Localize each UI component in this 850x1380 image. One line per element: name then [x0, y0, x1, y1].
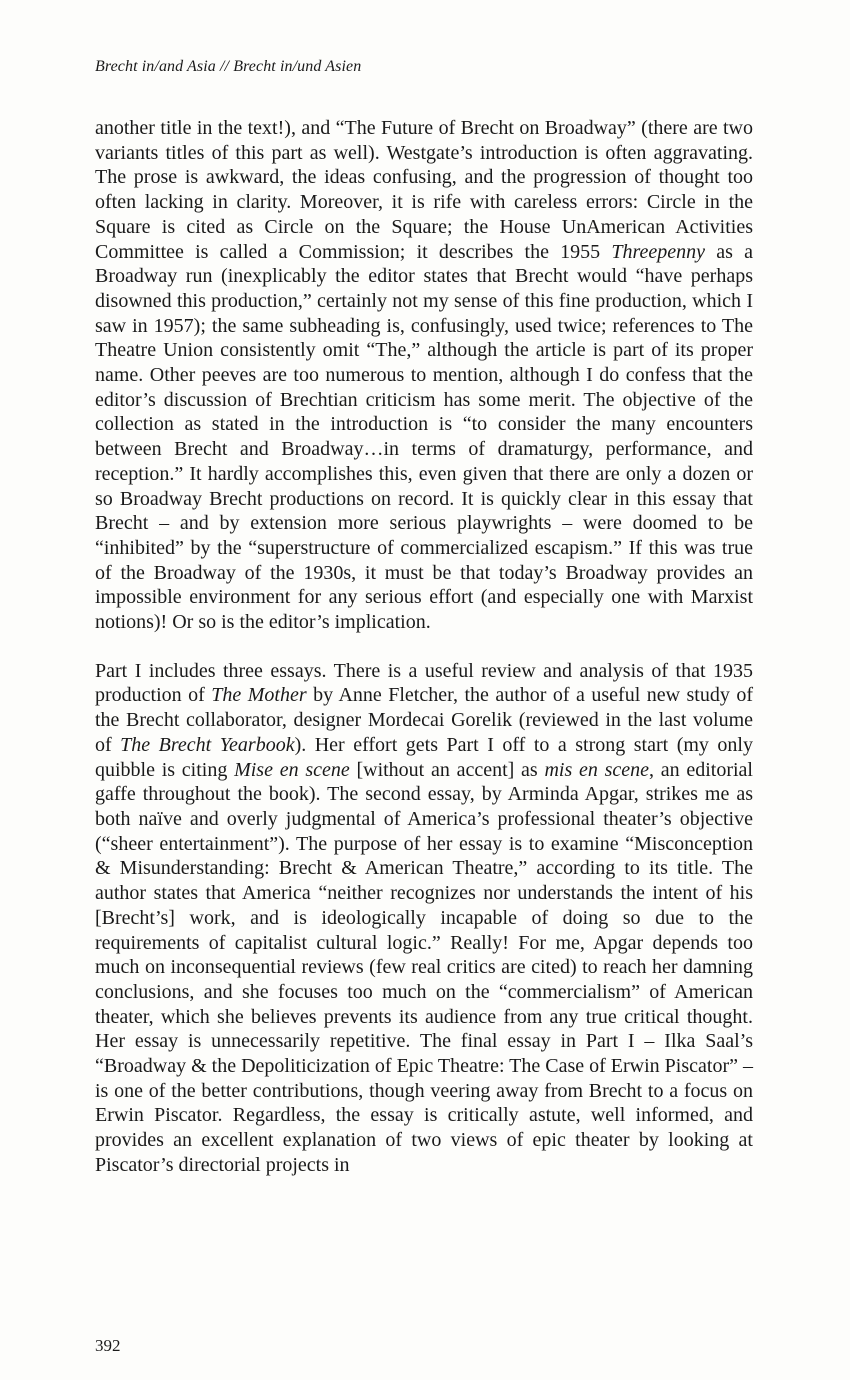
text-run: another title in the text!), and “The Future of Brecht on Broadway” (there are two variants titles of this part as well). Westgate’s introduction is often aggravating. The prose is awkward, the ideas confusing, and the progression of thought too often lacking in clarity. Moreover, it is rife with careless errors: Circle in the Square is cited as Circle on the Square; the House UnAmerican Activities Committee is called a Commission; it describes the 1955 [95, 117, 753, 263]
italic-title-run: Threepenny [611, 240, 706, 263]
paragraph [95, 659, 753, 1178]
body-text [95, 116, 753, 1178]
running-head: Brecht in/and Asia // Brecht in/und Asien [95, 58, 362, 75]
text-run: by Anne Fletcher, the author of a useful new study of the Brecht collaborator, designer Mordecai Gorelik (reviewed in the last volume of [95, 684, 753, 756]
italic-title-run: Mise en scene [234, 758, 350, 781]
italic-title-run: The Brecht Yearbook [120, 733, 295, 756]
paragraph [95, 116, 753, 635]
italic-title-run: The Mother [211, 684, 307, 707]
italic-title-run: mis en scene [544, 758, 649, 781]
text-run: ). Her effort gets Part I off to a strong start (my only quibble is citing [95, 733, 753, 781]
text-run: , an editorial gaffe throughout the book). The second essay, by Arminda Apgar, strikes me as both naïve and overly judgmental of America’s professional theater’s objective (“sheer entertainment”). The purpose of her essay is to examine “Misconception & Misunderstanding: Brecht & American Theatre,” according to its title. The author states that America “neither recognizes nor understands the intent of his [Brecht’s] work, and is ideologically incapable of doing so due to the requirements of capitalist cultural logic.” Really! For me, Apgar depends too much on inconsequential reviews (few real critics are cited) to reach her damning conclusions, and she focuses too much on the “commercialism” of American theater, which she believes prevents its audience from any true critical thought. Her essay is unnecessarily repetitive. The final essay in Part I – Ilka Saal’s “Broadway & the Depoliticization of Epic Theatre: The Case of Erwin Piscator” – is one of the better contributions, though veering away from Brecht to a focus on Erwin Piscator. Regardless, the essay is critically astute, well informed, and provides an excellent explanation of two views of epic theater by looking at Piscator’s directorial projects in [95, 758, 753, 1176]
text-run: as a Broadway run (inexplicably the editor states that Brecht would “have perhaps disowned this production,” certainly not my sense of this fine production, which I saw in 1957); the same subheading is, confusingly, used twice; references to The Theatre Union consistently omit “The,” although the article is part of its proper name. Other peeves are too numerous to mention, although I do confess that the editor’s discussion of Brechtian criticism has some merit. The objective of the collection as stated in the introduction is “to consider the many encounters between Brecht and Broadway…in terms of dramaturgy, performance, and reception.” It hardly accomplishes this, even given that there are only a dozen or so Broadway Brecht productions on record. It is quickly clear in this essay that Brecht – and by extension more serious playwrights – were doomed to be “inhibited” by the “superstructure of commercialized escapism.” If this was true of the Broadway of the 1930s, it must be that today’s Broadway provides an impossible environment for any serious effort (and especially one with Marxist notions)! Or so is the editor’s implication. [95, 240, 753, 634]
text-run: Part I includes three essays. There is a useful review and analysis of that 1935 production of [95, 659, 753, 707]
page-number: 392 [95, 1336, 121, 1355]
text-run: [without an accent] as [349, 758, 545, 781]
